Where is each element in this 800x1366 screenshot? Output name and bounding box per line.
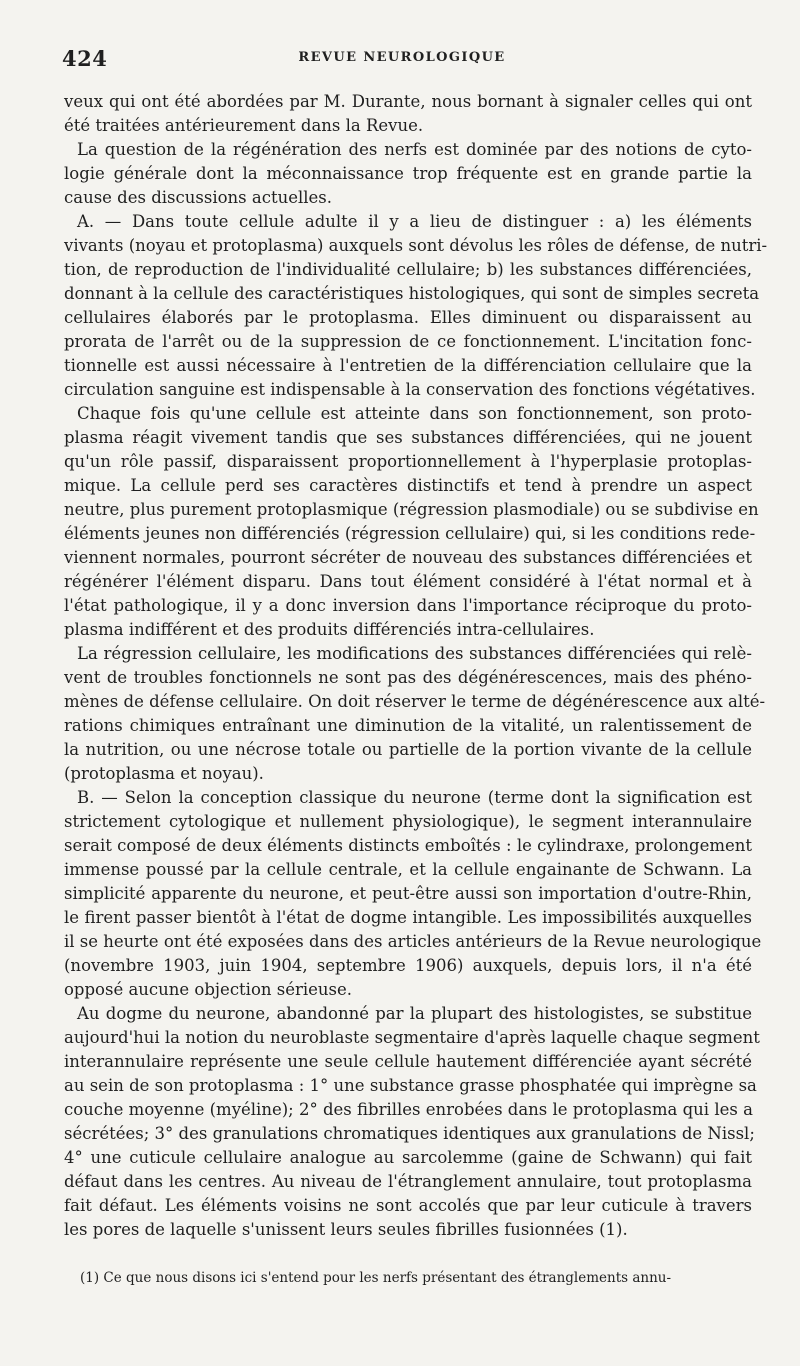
text-line: 4° une cuticule cellulaire analogue au sarcolemme (gaine de Schwann) qui fait	[64, 1148, 752, 1167]
text-line: La question de la régénération des nerfs est dominée par des notions de cyto-	[77, 140, 752, 159]
text-line: tion, de reproduction de l'individualité cellulaire; b) les substances différenciées,	[64, 260, 752, 279]
text-line: circulation sanguine est indispensable à la conservation des fonctions végétatives.	[64, 380, 756, 399]
running-head: REVUE NEUROLOGIQUE	[298, 50, 506, 65]
text-line: rations chimiques entraînant une diminution de la vitalité, un ralentissement de	[64, 716, 752, 735]
text-line: serait composé de deux éléments distincts emboîtés : le cylindraxe, prolongement	[64, 836, 752, 855]
text-line: Au dogme du neurone, abandonné par la plupart des histologistes, se substitue	[77, 1004, 752, 1023]
text-line: couche moyenne (myéline); 2° des fibrilles enrobées dans le protoplasma qui les a	[64, 1100, 753, 1119]
text-line: aujourd'hui la notion du neuroblaste segmentaire d'après laquelle chaque segment	[64, 1028, 760, 1047]
text-line: fait défaut. Les éléments voisins ne sont accolés que par leur cuticule à travers	[64, 1196, 752, 1215]
text-line: vent de troubles fonctionnels ne sont pas des dégénérescences, mais des phéno-	[64, 668, 752, 687]
text-line: il se heurte ont été exposées dans des articles antérieurs de la Revue neurologique	[64, 932, 762, 951]
text-line: immense poussé par la cellule centrale, et la cellule engainante de Schwann. La	[64, 860, 752, 879]
text-line: l'état pathologique, il y a donc inversion dans l'importance réciproque du proto-	[64, 596, 752, 615]
text-line: plasma réagit vivement tandis que ses substances différenciées, qui ne jouent	[64, 428, 752, 447]
text-line: régénérer l'élément disparu. Dans tout élément considéré à l'état normal et à	[64, 572, 752, 591]
text-line: mique. La cellule perd ses caractères distinctifs et tend à prendre un aspect	[64, 476, 752, 495]
text-line: donnant à la cellule des caractéristiques histologiques, qui sont de simples secreta	[64, 284, 760, 303]
text-line: strictement cytologique et nullement physiologique), le segment interannulaire	[64, 812, 752, 831]
text-line: au sein de son protoplasma : 1° une substance grasse phosphatée qui imprègne sa	[64, 1076, 757, 1095]
text-line: le firent passer bientôt à l'état de dogme intangible. Les impossibilités auxquelles	[64, 908, 752, 927]
text-line: prorata de l'arrêt ou de la suppression de ce fonctionnement. L'incitation fonc-	[64, 332, 752, 351]
text-line: tionnelle est aussi nécessaire à l'entretien de la différenciation cellulaire que la	[64, 356, 752, 375]
text-line: neutre, plus purement protoplasmique (régression plasmodiale) ou se subdivise en	[64, 500, 759, 519]
text-line: la nutrition, ou une nécrose totale ou partielle de la portion vivante de la cellule	[64, 740, 752, 759]
text-line: cellulaires élaborés par le protoplasma. Elles diminuent ou disparaissent au	[64, 308, 752, 327]
text-line: viennent normales, pourront sécréter de nouveau des substances différenciées et	[64, 548, 752, 567]
text-line: qu'un rôle passif, disparaissent proportionnellement à l'hyperplasie protoplas-	[64, 452, 752, 471]
text-line: défaut dans les centres. Au niveau de l'étranglement annulaire, tout protoplasma	[64, 1172, 752, 1191]
text-line: logie générale dont la méconnaissance trop fréquente est en grande partie la	[64, 164, 752, 183]
text-line: veux qui ont été abordées par M. Durante, nous bornant à signaler celles qui ont	[64, 92, 752, 111]
text-line: simplicité apparente du neurone, et peut-être aussi son importation d'outre-Rhin,	[64, 884, 752, 903]
text-line: mènes de défense cellulaire. On doit réserver le terme de dégénérescence aux alté-	[64, 692, 766, 711]
text-line: sécrétées; 3° des granulations chromatiques identiques aux granulations de Nissl;	[64, 1124, 755, 1143]
text-line: B. — Selon la conception classique du neurone (terme dont la signification est	[77, 788, 752, 807]
text-line: cause des discussions actuelles.	[64, 188, 333, 207]
text-line: vivants (noyau et protoplasma) auxquels sont dévolus les rôles de défense, de nutri-	[64, 236, 768, 255]
text-line: plasma indifférent et des produits différenciés intra-cellulaires.	[64, 620, 595, 639]
page-header	[62, 44, 742, 72]
text-line: les pores de laquelle s'unissent leurs seules fibrilles fusionnées (1).	[64, 1220, 628, 1239]
text-line: La régression cellulaire, les modifications des substances différenciées qui relè-	[77, 644, 752, 663]
text-line: Chaque fois qu'une cellule est atteinte dans son fonctionnement, son proto-	[77, 404, 752, 423]
text-line: été traitées antérieurement dans la Revue.	[64, 116, 424, 135]
text-line: interannulaire représente une seule cellule hautement différenciée ayant sécrété	[64, 1052, 752, 1071]
text-line: (protoplasma et noyau).	[64, 764, 264, 783]
text-line: éléments jeunes non différenciés (régression cellulaire) qui, si les conditions rede-	[64, 524, 756, 543]
footnote: (1) Ce que nous disons ici s'entend pour les nerfs présentant des étranglements annu-	[80, 1270, 672, 1286]
text-line: A. — Dans toute cellule adulte il y a lieu de distinguer : a) les éléments	[77, 212, 752, 231]
page-number: 424	[62, 46, 108, 71]
text-line: (novembre 1903, juin 1904, septembre 1906) auxquels, depuis lors, il n'a été	[64, 956, 752, 975]
text-line: opposé aucune objection sérieuse.	[64, 980, 353, 999]
